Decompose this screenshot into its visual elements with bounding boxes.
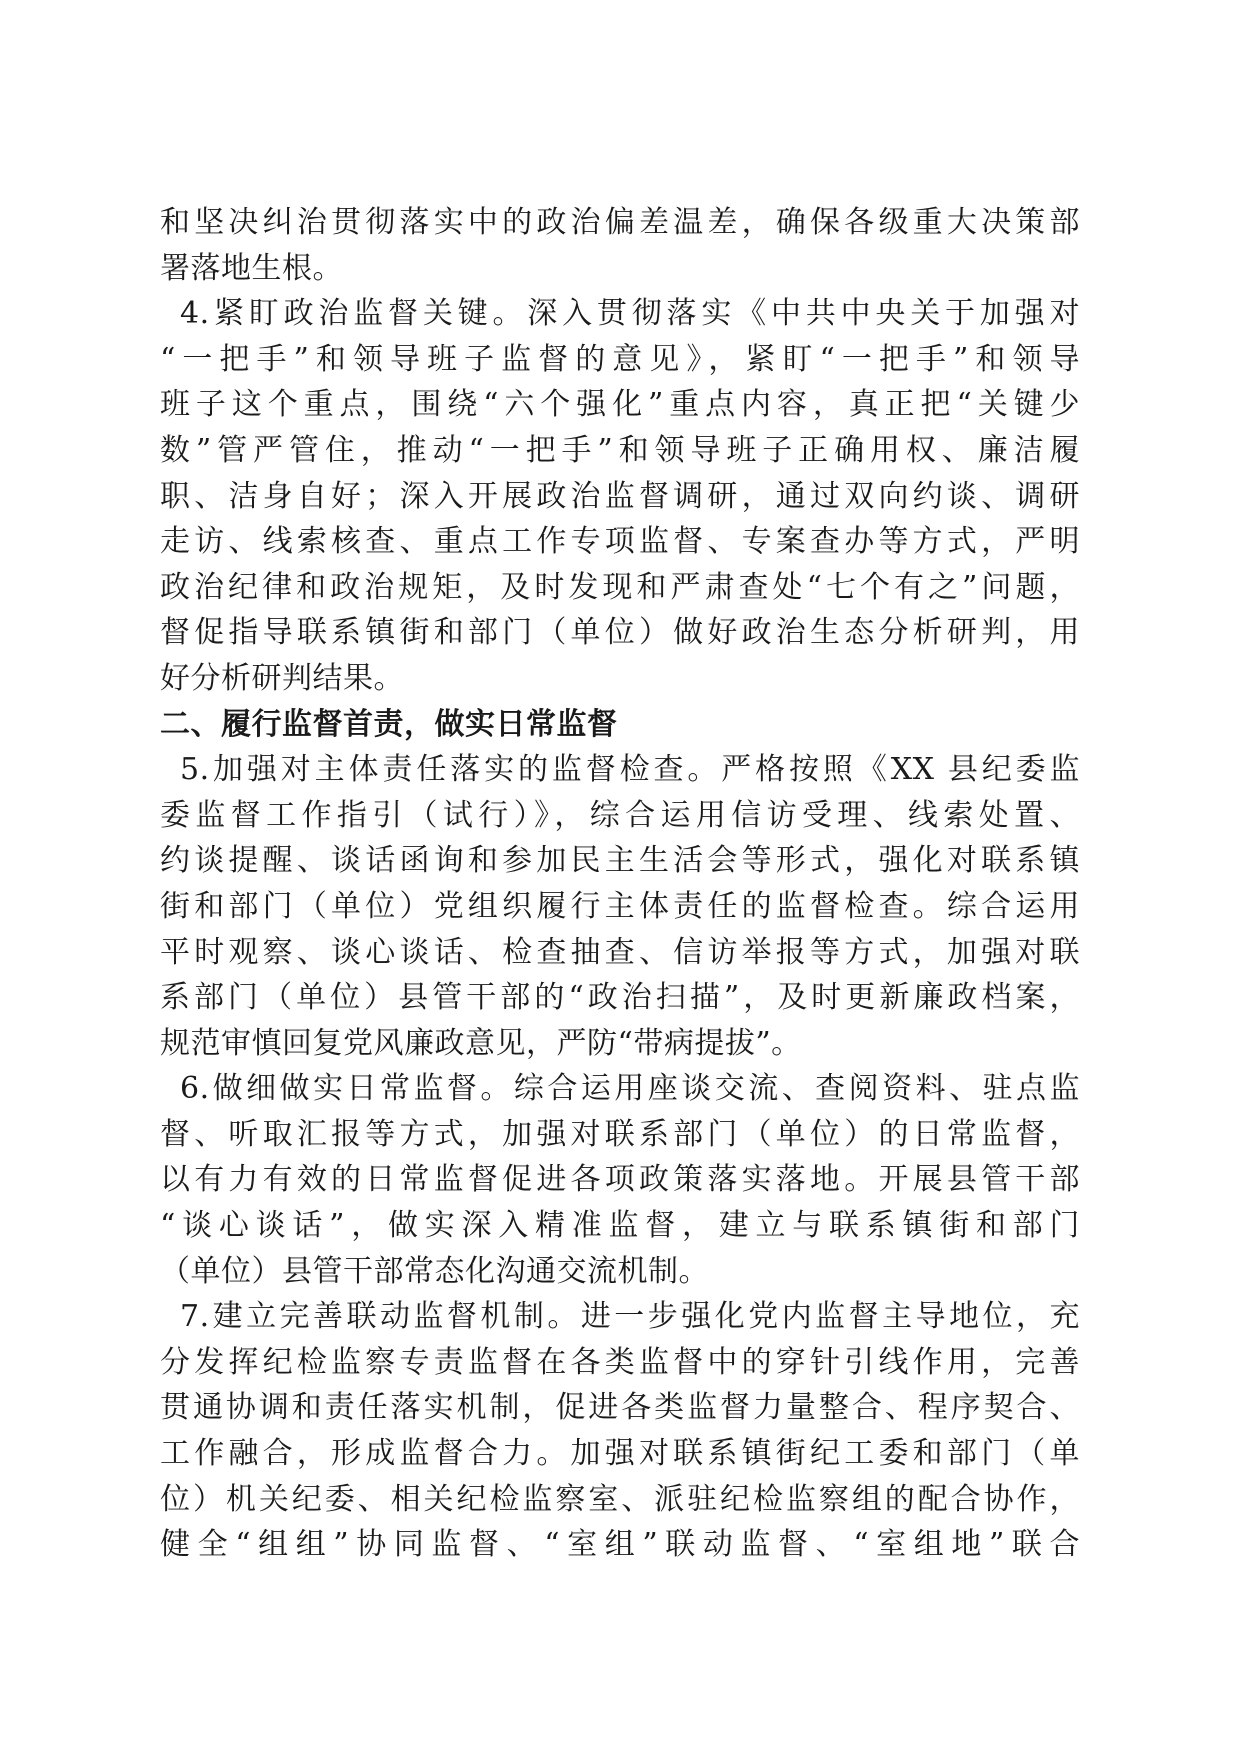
paragraph-line: 工作融合，形成监督合力。加强对联系镇街纪工委和部门（单 [160, 1436, 1080, 1472]
paragraph-line: 政治纪律和政治规矩，及时发现和严肃查处“七个有之”问题， [160, 569, 1080, 605]
document-body [160, 200, 1080, 1568]
paragraph-line: 规范审慎回复党风廉政意见，严防“带病提拔”。 [160, 1025, 802, 1061]
paragraph-line: 6.做细做实日常监督。综合运用座谈交流、查阅资料、驻点监 [180, 1071, 1080, 1107]
paragraph-line: 委监督工作指引（试行）》，综合运用信访受理、线索处置、 [160, 797, 1080, 833]
paragraph-line: 以有力有效的日常监督促进各项政策落实落地。开展县管干部 [160, 1162, 1080, 1198]
paragraph-line: 班子这个重点，围绕“六个强化”重点内容，真正把“关键少 [160, 387, 1080, 423]
paragraph-line: 4.紧盯政治监督关键。深入贯彻落实《中共中央关于加强对 [180, 296, 1080, 332]
paragraph-line: 署落地生根。 [160, 250, 343, 286]
paragraph-line: 和坚决纠治贯彻落实中的政治偏差温差，确保各级重大决策部 [160, 205, 1080, 240]
paragraph-line: 督、听取汇报等方式，加强对联系部门（单位）的日常监督， [160, 1116, 1080, 1152]
paragraph-line: （单位）县管干部常态化沟通交流机制。 [160, 1253, 709, 1289]
paragraph-line: 5.加强对主体责任落实的监督检查。严格按照《XX 县纪委监 [180, 752, 1080, 788]
paragraph-line: “一把手”和领导班子监督的意见》，紧盯“一把手”和领导 [160, 341, 1080, 377]
paragraph-line: 职、洁身自好；深入开展政治监督调研，通过双向约谈、调研 [160, 478, 1080, 514]
paragraph-line: 健全“组组”协同监督、“室组”联动监督、“室组地”联合 [160, 1527, 1080, 1563]
paragraph-line: 约谈提醒、谈话函询和参加民主生活会等形式，强化对联系镇 [160, 843, 1080, 879]
paragraph-line: 街和部门（单位）党组织履行主体责任的监督检查。综合运用 [160, 888, 1080, 924]
paragraph-line: 位）机关纪委、相关纪检监察室、派驻纪检监察组的配合协作， [160, 1481, 1080, 1517]
paragraph-line: 贯通协调和责任落实机制，促进各类监督力量整合、程序契合、 [160, 1390, 1080, 1426]
paragraph-line: 7.建立完善联动监督机制。进一步强化党内监督主导地位，充 [180, 1299, 1080, 1335]
paragraph-line: 数”管严管住，推动“一把手”和领导班子正确用权、廉洁履 [160, 432, 1080, 468]
paragraph-line: “谈心谈话”，做实深入精准监督，建立与联系镇街和部门 [160, 1208, 1080, 1244]
paragraph-line: 督促指导联系镇街和部门（单位）做好政治生态分析研判，用 [160, 615, 1080, 651]
paragraph-line: 好分析研判结果。 [160, 660, 404, 696]
paragraph-line: 系部门（单位）县管干部的“政治扫描”，及时更新廉政档案， [160, 980, 1080, 1016]
paragraph-line: 走访、线索核查、重点工作专项监督、专案查办等方式，严明 [160, 524, 1080, 560]
section-heading: 二、履行监督首责，做实日常监督 [160, 706, 618, 742]
paragraph-line: 平时观察、谈心谈话、检查抽查、信访举报等方式，加强对联 [160, 934, 1080, 970]
paragraph-line: 分发挥纪检监察专责监督在各类监督中的穿针引线作用，完善 [160, 1344, 1080, 1380]
